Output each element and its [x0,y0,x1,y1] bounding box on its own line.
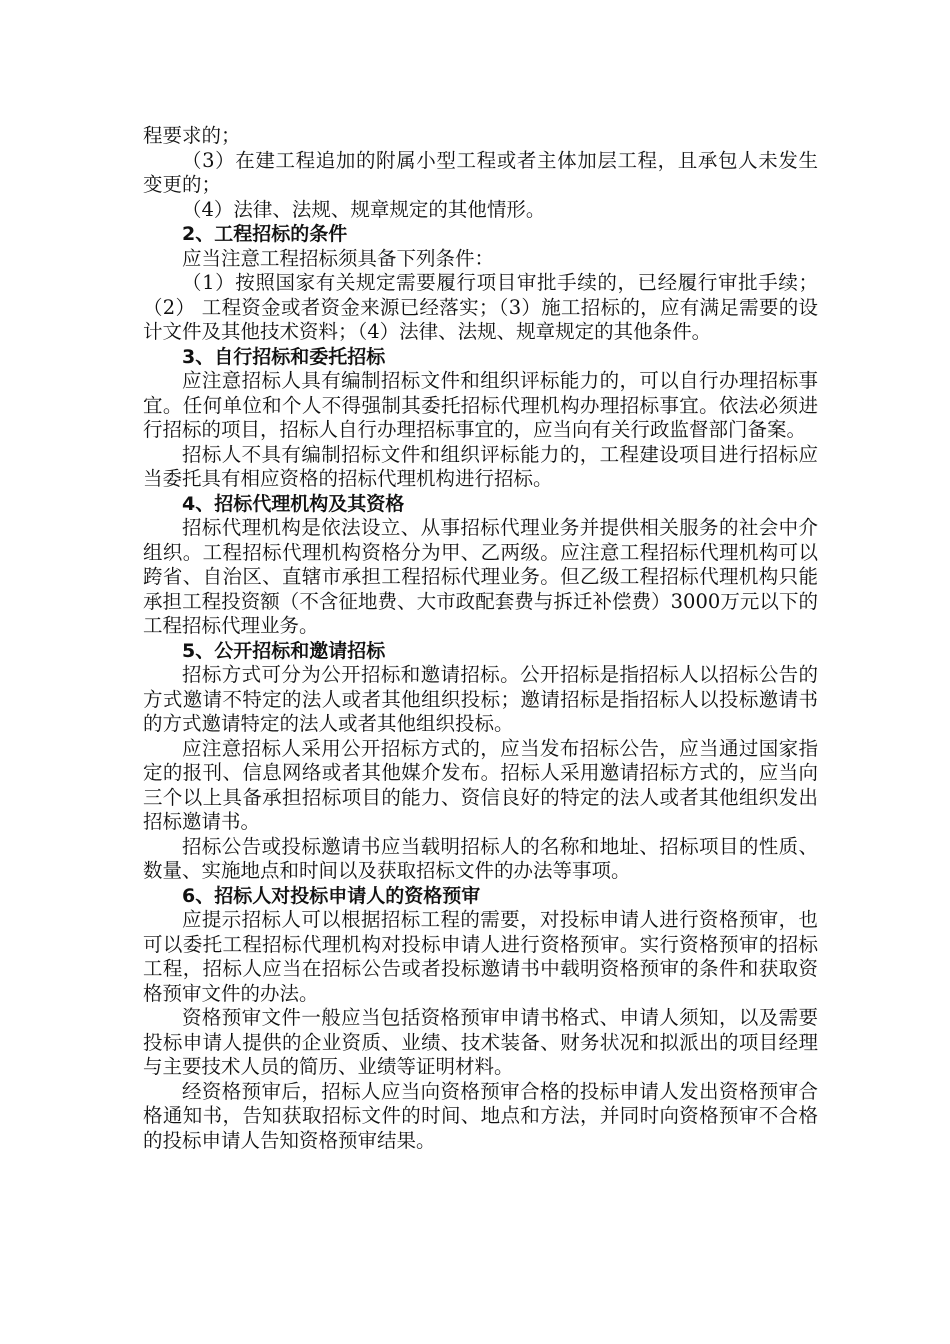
body-paragraph: 应注意招标人具有编制招标文件和组织评标能力的，可以自行办理招标事宜。任何单位和个人不得强制其委托招标代理机构办理招标事宜。依法必须进行招标的项目，招标人自行办理招标事宜的，应当向有关行政监督部门备案。 [143,369,818,441]
body-paragraph: 应当注意工程招标须具备下列条件： [182,246,495,270]
document-body [143,124,818,1153]
body-paragraph: 应提示招标人可以根据招标工程的需要，对投标申请人进行资格预审，也可以委托工程招标代理机构对投标申请人进行资格预审。实行资格预审的招标工程，招标人应当在招标公告或者投标邀请书中载明资格预审的条件和获取资格预审文件的办法。 [143,908,818,1005]
section-heading: 6、招标人对投标申请人的资格预审 [182,884,481,907]
section-heading: 5、公开招标和邀请招标 [182,639,386,662]
body-paragraph: （1）按照国家有关规定需要履行项目审批手续的，已经履行审批手续；（2） 工程资金或者资金来源已经落实；（3）施工招标的，应有满足需要的设计文件及其他技术资料；（4）法律、法规、规章规定的其他条件。 [143,271,818,343]
body-paragraph: 资格预审文件一般应当包括资格预审申请书格式、申请人须知，以及需要投标申请人提供的企业资质、业绩、技术装备、财务状况和拟派出的项目经理与主要技术人员的简历、业绩等证明材料。 [143,1006,818,1078]
body-paragraph: 招标方式可分为公开招标和邀请招标。公开招标是指招标人以招标公告的方式邀请不特定的法人或者其他组织投标；邀请招标是指招标人以投标邀请书的方式邀请特定的法人或者其他组织投标。 [143,663,818,735]
body-paragraph: 招标公告或投标邀请书应当载明招标人的名称和地址、招标项目的性质、数量、实施地点和时间以及获取招标文件的办法等事项。 [143,834,818,882]
body-paragraph: （3）在建工程追加的附属小型工程或者主体加层工程，且承包人未发生变更的； [143,148,818,196]
body-paragraph: 招标人不具有编制招标文件和组织评标能力的，工程建设项目进行招标应当委托具有相应资格的招标代理机构进行招标。 [143,442,818,490]
body-paragraph: 招标代理机构是依法设立、从事招标代理业务并提供相关服务的社会中介组织。工程招标代理机构资格分为甲、乙两级。应注意工程招标代理机构可以跨省、自治区、直辖市承担工程招标代理业务。但乙级工程招标代理机构只能承担工程投资额（不含征地费、大市政配套费与拆迁补偿费）3000万元以下的工程招标代理业务。 [143,516,818,637]
body-paragraph: 应注意招标人采用公开招标方式的，应当发布招标公告，应当通过国家指定的报刊、信息网络或者其他媒介发布。招标人采用邀请招标方式的，应当向三个以上具备承担招标项目的能力、资信良好的特定的法人或者其他组织发出招标邀请书。 [143,736,818,833]
section-heading: 2、工程招标的条件 [182,223,348,245]
body-paragraph: 经资格预审后，招标人应当向资格预审合格的投标申请人发出资格预审合格通知书，告知获取招标文件的时间、地点和方法，并同时向资格预审不合格的投标申请人告知资格预审结果。 [143,1079,818,1152]
body-paragraph: （4）法律、法规、规章规定的其他情形。 [182,197,546,221]
section-heading: 4、招标代理机构及其资格 [182,492,405,515]
body-paragraph: 程要求的； [143,124,241,147]
section-heading: 3、自行招标和委托招标 [182,345,386,368]
